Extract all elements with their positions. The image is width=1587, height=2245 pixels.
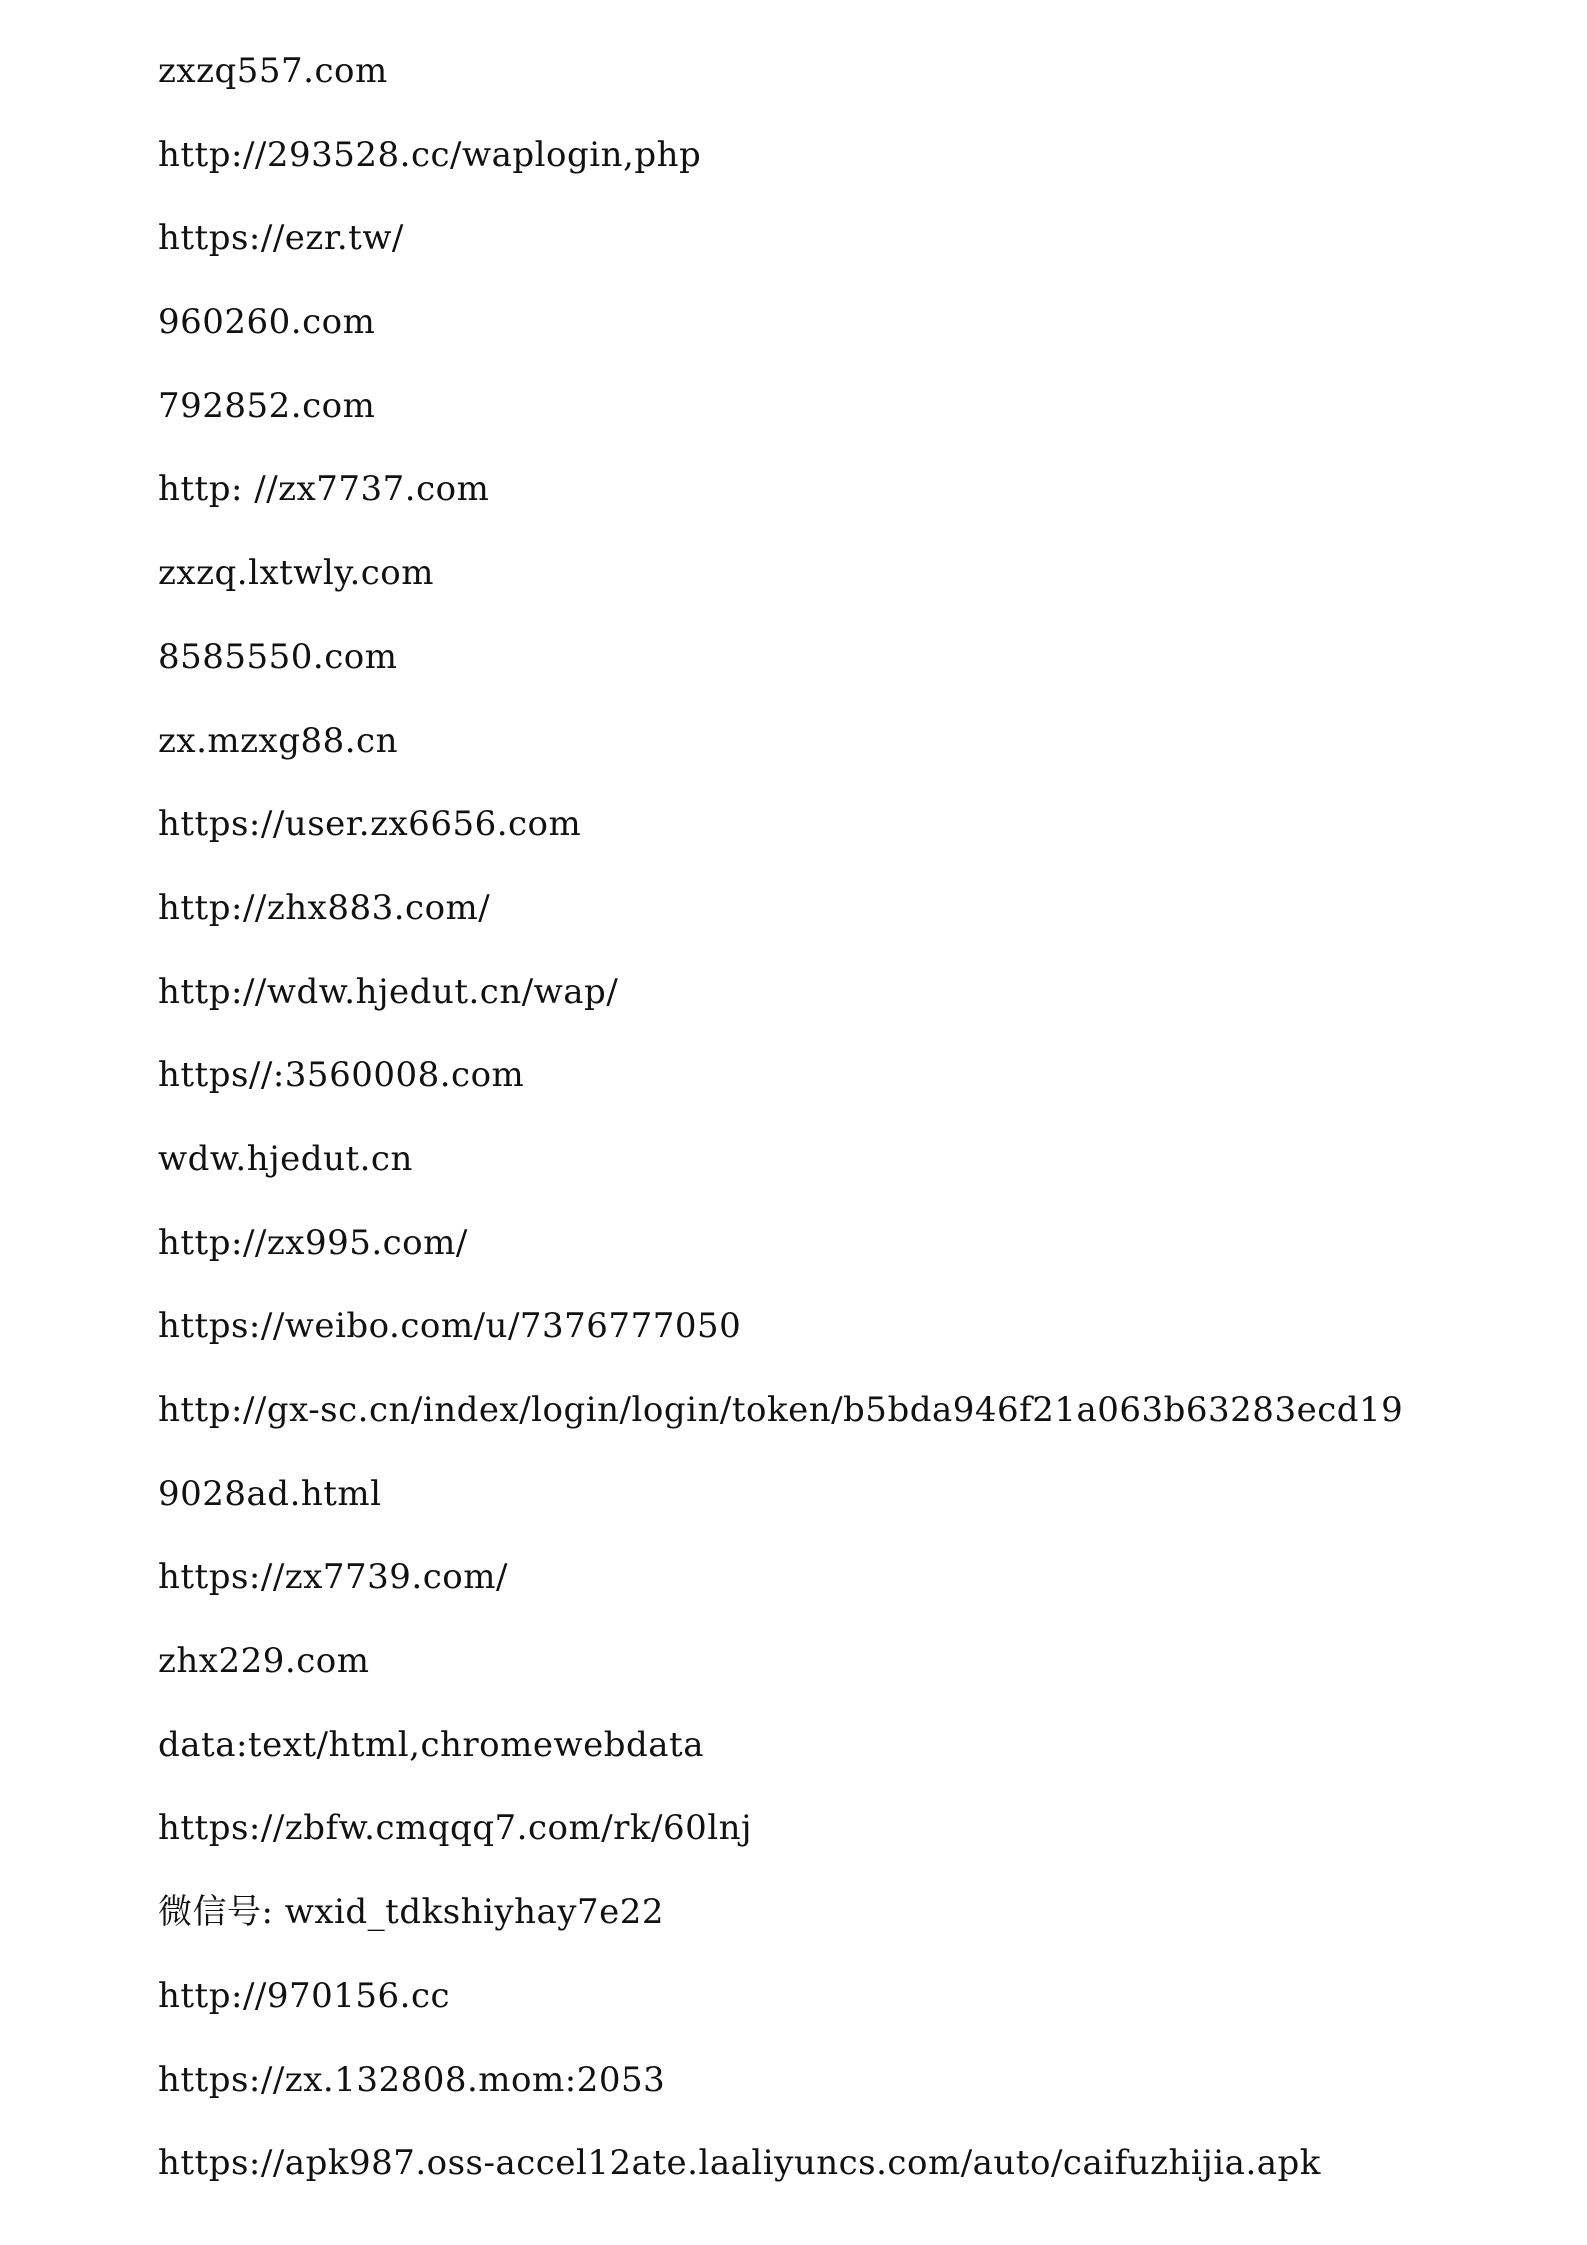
text-line: http://wdw.hjedut.cn/wap/ (158, 971, 619, 1012)
text-line: http: //zx7737.com (158, 469, 490, 510)
text-line: 960260.com (158, 302, 376, 343)
text-line: 微信号: wxid_tdkshiyhay7e22 (158, 1892, 665, 1933)
text-line: https://zx7739.com/ (158, 1557, 508, 1598)
text-line: 792852.com (158, 385, 376, 426)
text-line: 8585550.com (158, 636, 398, 677)
text-line: https//:3560008.com (158, 1055, 525, 1096)
text-line: https://zbfw.cmqqq7.com/rk/60lnj (158, 1808, 753, 1849)
text-line: 9028ad.html (158, 1473, 382, 1514)
text-line: https://ezr.tw/ (158, 218, 404, 259)
text-line: https://zx.132808.mom:2053 (158, 2059, 666, 2100)
text-line: http://gx-sc.cn/index/login/login/token/b5bda946f21a063b63283ecd19 (158, 1390, 1404, 1430)
text-line: zx.mzxg88.cn (158, 720, 398, 761)
text-line: http://293528.cc/waplogin,php (158, 134, 702, 175)
text-line: zxzq.lxtwly.com (158, 553, 435, 594)
text-lines (158, 46, 1448, 2222)
text-line: https://user.zx6656.com (158, 804, 582, 845)
text-line: http://970156.cc (158, 1975, 451, 2016)
text-line: https://apk987.oss-accel12ate.laaliyuncs.com/auto/caifuzhijia.apk (158, 2143, 1321, 2184)
text-line: zxzq557.com (158, 51, 388, 91)
text-line: wdw.hjedut.cn (158, 1138, 413, 1179)
text-line: https://weibo.com/u/7376777050 (158, 1306, 742, 1347)
text-line: zhx229.com (158, 1641, 370, 1682)
text-line: http://zhx883.com/ (158, 887, 491, 928)
text-line: http://zx995.com/ (158, 1222, 468, 1263)
text-line: data:text/html,chromewebdata (158, 1724, 704, 1765)
